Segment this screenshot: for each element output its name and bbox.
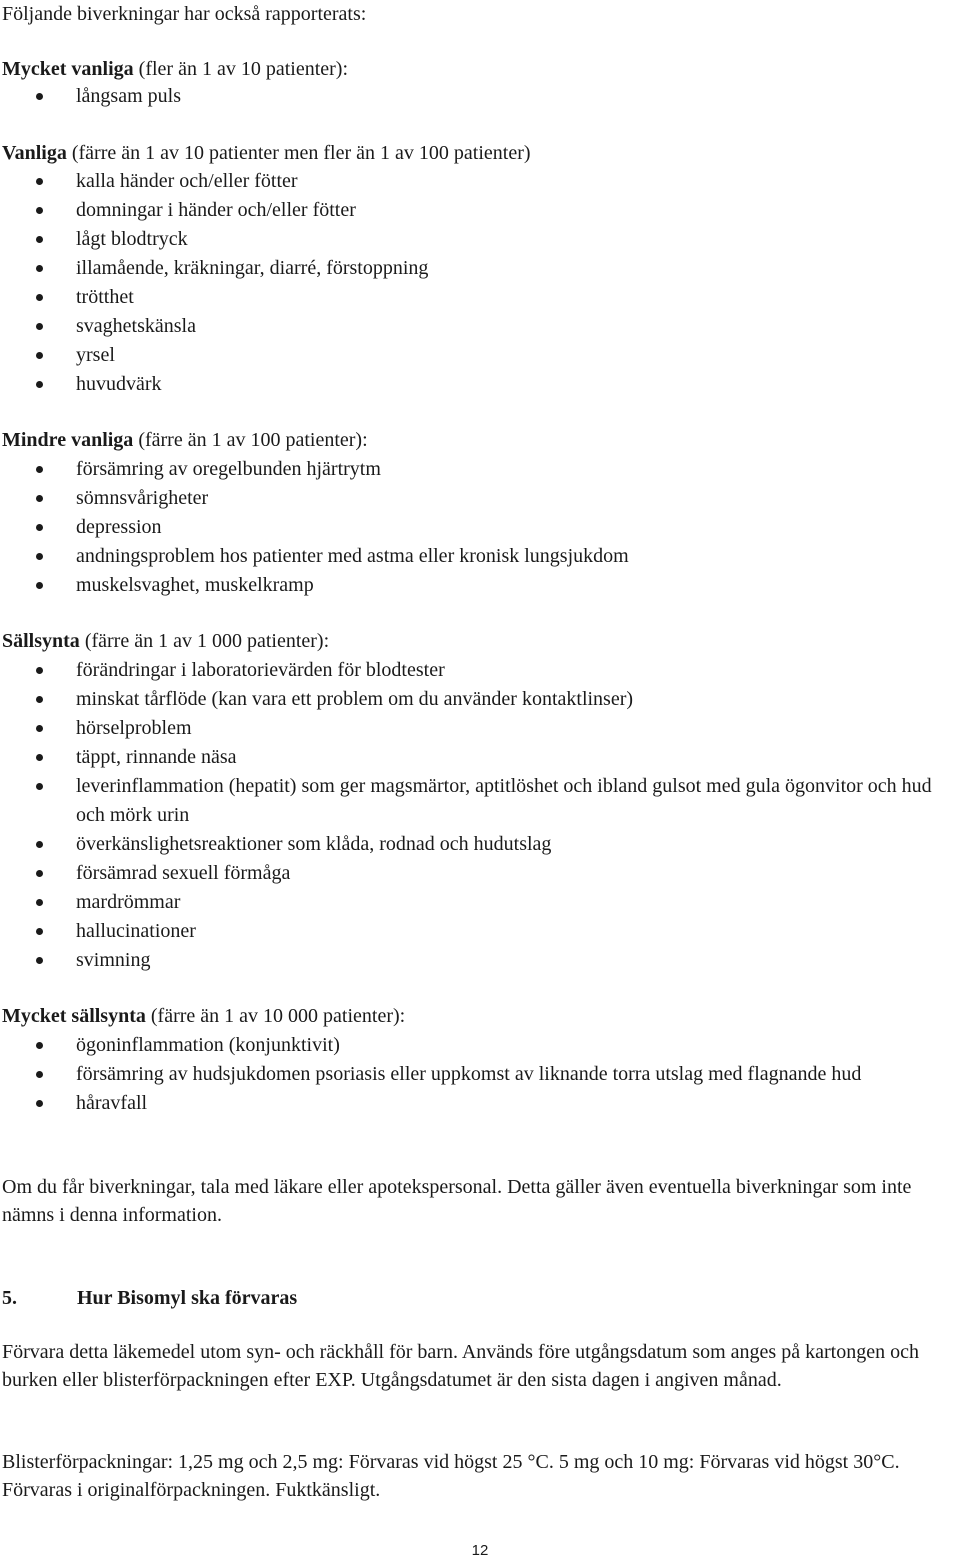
bullet-icon	[36, 725, 43, 732]
list-item: illamående, kräkningar, diarré, förstoppning	[0, 254, 956, 283]
side-effect-list-rare	[0, 656, 956, 975]
bullet-icon	[36, 323, 43, 330]
bullet-icon	[36, 783, 43, 790]
storage-text: Förvara detta läkemedel utom syn- och räckhåll för barn. Används före utgångsdatum som anges på kartongen och burken eller blisterförpackningen efter EXP. Utgångsdatumet är den sista dagen i angiven månad.	[2, 1341, 919, 1391]
bullet-icon	[36, 352, 43, 359]
list-item: muskelsvaghet, muskelkramp	[0, 571, 956, 600]
list-item: sömnsvårigheter	[0, 484, 956, 513]
list-item: mardrömmar	[0, 888, 956, 917]
section-subtitle: (färre än 1 av 100 patienter):	[138, 429, 368, 451]
page-number: 12	[471, 1542, 489, 1559]
list-item: hallucinationer	[0, 917, 956, 946]
list-item: försämring av hudsjukdomen psoriasis eller uppkomst av liknande torra utslag med flagnande hud	[0, 1060, 956, 1089]
bullet-icon	[36, 870, 43, 877]
report-side-effects-text: Om du får biverkningar, tala med läkare eller apotekspersonal. Detta gäller även eventuella biverkningar som inte nämns i denna information.	[2, 1176, 912, 1226]
bullet-icon	[36, 841, 43, 848]
list-item: håravfall	[0, 1089, 956, 1118]
list-item: lågt blodtryck	[0, 225, 956, 254]
bullet-icon	[36, 1042, 43, 1049]
side-effect-list-uncommon	[0, 455, 956, 600]
section-number: 5.	[2, 1287, 17, 1309]
bullet-icon	[36, 582, 43, 589]
list-item: andningsproblem hos patienter med astma eller kronisk lungsjukdom	[0, 542, 956, 571]
section-title: Mindre vanliga	[2, 429, 134, 451]
list-item: försämrad sexuell förmåga	[0, 859, 956, 888]
list-item: ögoninflammation (konjunktivit)	[0, 1031, 956, 1060]
list-item: överkänslighetsreaktioner som klåda, rodnad och hudutslag	[0, 830, 956, 859]
list-item: leverinflammation (hepatit) som ger magsmärtor, aptitlöshet och ibland gulsot med gula ögonvitor och hud och mörk urin	[0, 772, 956, 830]
section-title: Mycket sällsynta	[2, 1005, 146, 1027]
bullet-icon	[36, 93, 43, 100]
bullet-icon	[36, 524, 43, 531]
list-item: svimning	[0, 946, 956, 975]
section-5-heading	[2, 1284, 297, 1312]
list-item: huvudvärk	[0, 370, 956, 399]
bullet-icon	[36, 381, 43, 388]
bullet-icon	[36, 899, 43, 906]
list-item: täppt, rinnande näsa	[0, 743, 956, 772]
list-item: yrsel	[0, 341, 956, 370]
section-heading-rare	[2, 627, 329, 655]
section-heading-very-rare	[2, 1002, 405, 1030]
section-title: Sällsynta	[2, 630, 80, 652]
bullet-icon	[36, 236, 43, 243]
side-effect-list-common	[0, 167, 956, 399]
bullet-icon	[36, 553, 43, 560]
bullet-icon	[36, 1071, 43, 1078]
bullet-icon	[36, 265, 43, 272]
bullet-icon	[36, 178, 43, 185]
bullet-icon	[36, 696, 43, 703]
bullet-icon	[36, 928, 43, 935]
list-item: minskat tårflöde (kan vara ett problem om du använder kontaktlinser)	[0, 685, 956, 714]
section-subtitle: (färre än 1 av 10 patienter men fler än 1 av 100 patienter)	[71, 142, 531, 164]
bullet-icon	[36, 294, 43, 301]
list-item: försämring av oregelbunden hjärtrytm	[0, 455, 956, 484]
bullet-icon	[36, 667, 43, 674]
list-item: långsam puls	[0, 82, 956, 111]
bullet-icon	[36, 495, 43, 502]
section-title: Vanliga	[2, 142, 67, 164]
list-item: förändringar i laboratorievärden för blodtester	[0, 656, 956, 685]
section-subtitle: (färre än 1 av 10 000 patienter):	[150, 1005, 406, 1027]
side-effect-list-very-common	[0, 82, 956, 111]
bullet-icon	[36, 207, 43, 214]
list-item: kalla händer och/eller fötter	[0, 167, 956, 196]
list-item: domningar i händer och/eller fötter	[0, 196, 956, 225]
section-heading-very-common	[2, 55, 348, 83]
blister-storage-text: Blisterförpackningar: 1,25 mg och 2,5 mg: Förvaras vid högst 25 °C. 5 mg och 10 mg: Förvaras vid högst 30°C. Förvaras i originalförpackningen. Fuktkänsligt.	[2, 1451, 900, 1501]
list-item: trötthet	[0, 283, 956, 312]
section-title: Hur Bisomyl ska förvaras	[77, 1287, 298, 1309]
section-subtitle: (färre än 1 av 1 000 patienter):	[84, 630, 330, 652]
list-item: hörselproblem	[0, 714, 956, 743]
bullet-icon	[36, 466, 43, 473]
bullet-icon	[36, 1100, 43, 1107]
list-item: svaghetskänsla	[0, 312, 956, 341]
section-heading-uncommon	[2, 426, 368, 454]
section-heading-common	[2, 139, 531, 167]
section-title: Mycket vanliga	[2, 58, 134, 80]
side-effect-list-very-rare	[0, 1031, 956, 1118]
bullet-icon	[36, 957, 43, 964]
list-item: depression	[0, 513, 956, 542]
section-subtitle: (fler än 1 av 10 patienter):	[138, 58, 349, 80]
bullet-icon	[36, 754, 43, 761]
intro-text: Följande biverkningar har också rapporterats:	[2, 3, 367, 25]
